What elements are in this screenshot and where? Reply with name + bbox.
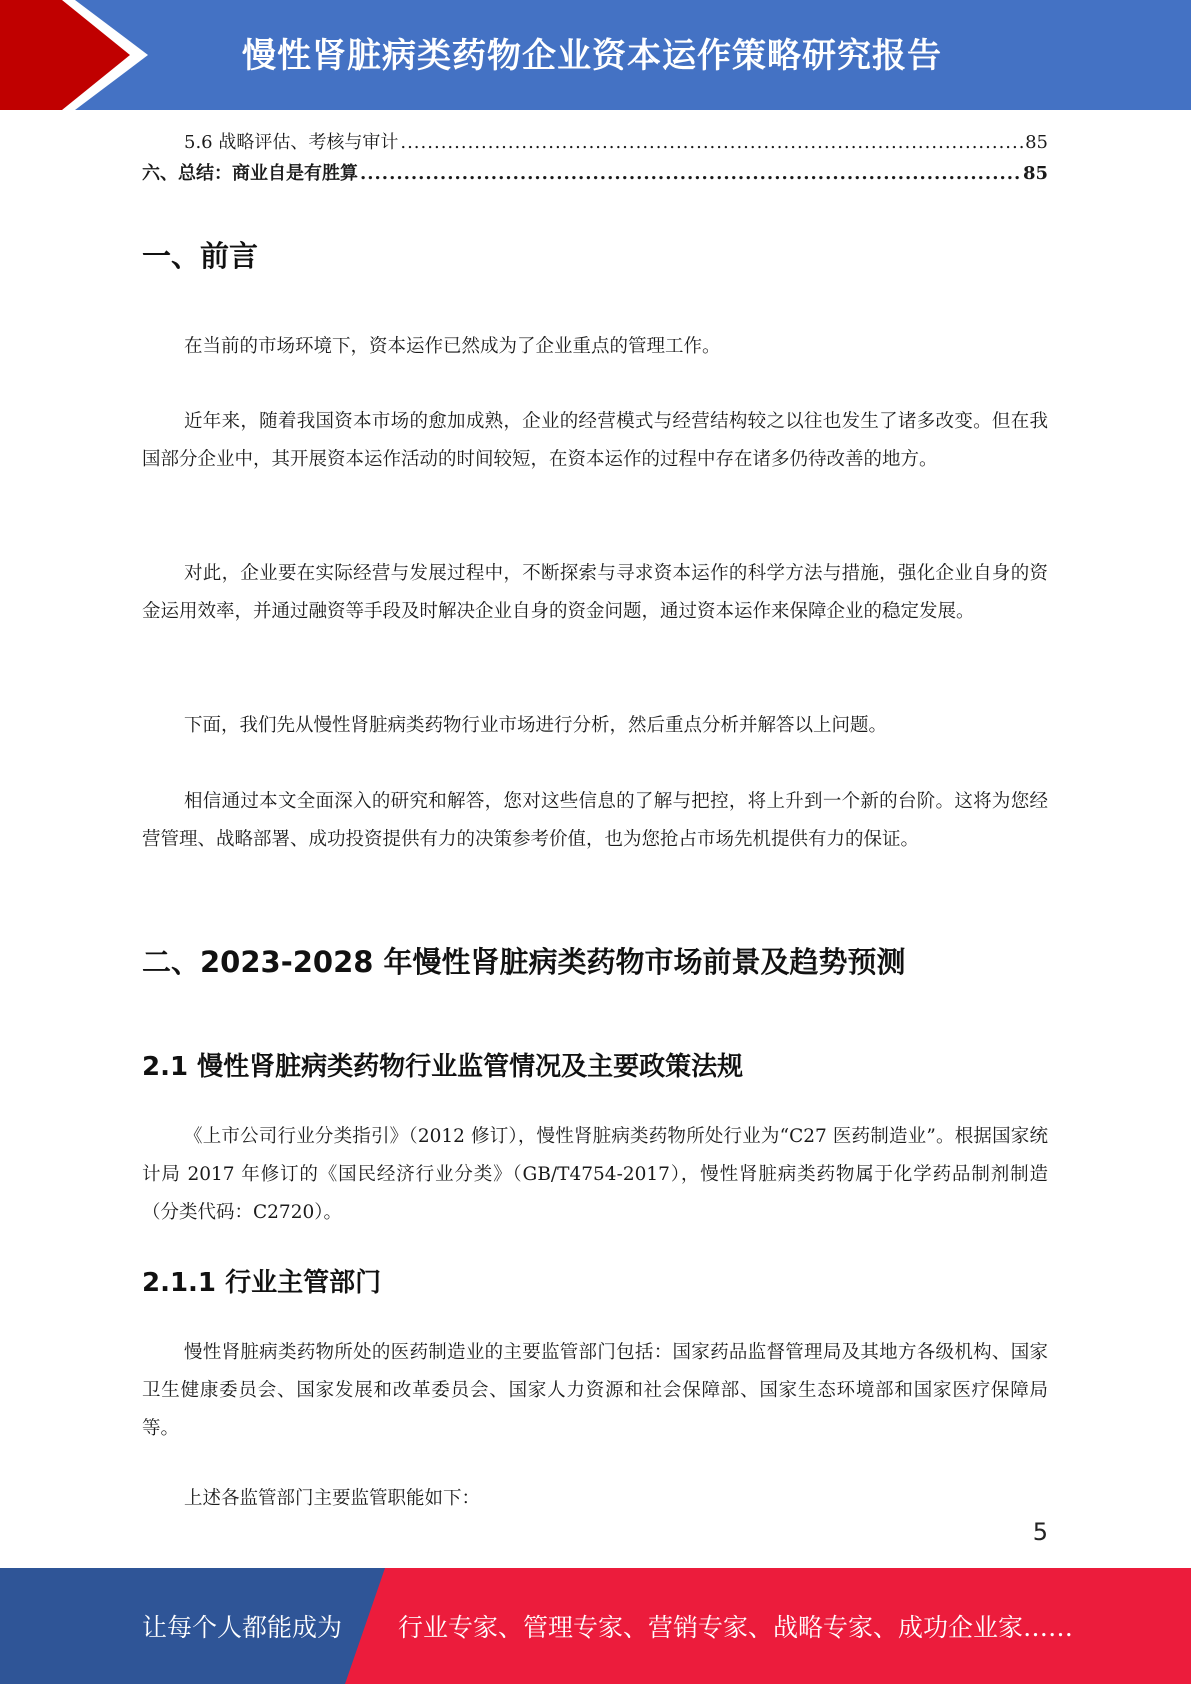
- toc-entry[interactable]: [142, 128, 1048, 159]
- subsection-heading-2-1-1: 2.1.1 行业主管部门: [142, 1268, 382, 1298]
- toc-entry-label: 5.6 战略评估、考核与审计: [184, 132, 399, 153]
- paragraph: 在当前的市场环境下，资本运作已然成为了企业重点的管理工作。: [184, 336, 721, 357]
- paragraph: 慢性肾脏病类药物所处的医药制造业的主要监管部门包括：国家药品监督管理局及其地方各级机构、国家卫生健康委员会、国家发展和改革委员会、国家人力资源和社会保障部、国家生态环境部和国家医疗保障局等。: [142, 1342, 1048, 1439]
- page-footer: [0, 1568, 1191, 1684]
- footer-slogan-left: 让每个人都能成为: [142, 1613, 343, 1642]
- paragraph: 下面，我们先从慢性肾脏病类药物行业市场进行分析，然后重点分析并解答以上问题。: [184, 715, 888, 736]
- toc-entry-page: 85: [1022, 163, 1048, 184]
- page-number: 5: [1032, 1518, 1048, 1546]
- toc-leader-dots: [400, 132, 1023, 153]
- toc-leader-dots: [360, 163, 1021, 184]
- paragraph: 近年来，随着我国资本市场的愈加成熟，企业的经营模式与经营结构较之以往也发生了诸多改变。但在我国部分企业中，其开展资本运作活动的时间较短，在资本运作的过程中存在诸多仍待改善的地方。: [142, 411, 1048, 470]
- paragraph: 《上市公司行业分类指引》（2012 修订），慢性肾脏病类药物所处行业为“C27 医药制造业”。根据国家统计局 2017 年修订的《国民经济行业分类》（GB/T4754-2017），慢性肾脏病类药物属于化学药品制剂制造（分类代码：C2720）。: [142, 1126, 1048, 1223]
- footer-slogan-right: 行业专家、管理专家、营销专家、战略专家、成功企业家……: [398, 1613, 1074, 1642]
- paragraph: 上述各监管部门主要监管职能如下：: [184, 1488, 481, 1509]
- toc-entry[interactable]: [142, 159, 1048, 190]
- subsection-heading-2-1: 2.1 慢性肾脏病类药物行业监管情况及主要政策法规: [142, 1052, 744, 1082]
- toc-entry-label: 六、总结：商业自是有胜算: [142, 163, 358, 184]
- toc-entry-page: 85: [1025, 132, 1048, 153]
- paragraph: 对此，企业要在实际经营与发展过程中，不断探索与寻求资本运作的科学方法与措施，强化企业自身的资金运用效率，并通过融资等手段及时解决企业自身的资金问题，通过资本运作来保障企业的稳定发展。: [142, 563, 1048, 622]
- section-heading-forecast: 二、2023-2028 年慢性肾脏病类药物市场前景及趋势预测: [142, 945, 906, 979]
- paragraph: 相信通过本文全面深入的研究和解答，您对这些信息的了解与把控，将上升到一个新的台阶。这将为您经营管理、战略部署、成功投资提供有力的决策参考价值，也为您抢占市场先机提供有力的保证。: [142, 791, 1048, 850]
- table-of-contents: [142, 128, 1048, 190]
- section-heading-intro: 一、前言: [142, 239, 259, 273]
- page-header: [0, 0, 1191, 110]
- report-title: 慢性肾脏病类药物企业资本运作策略研究报告: [242, 36, 942, 76]
